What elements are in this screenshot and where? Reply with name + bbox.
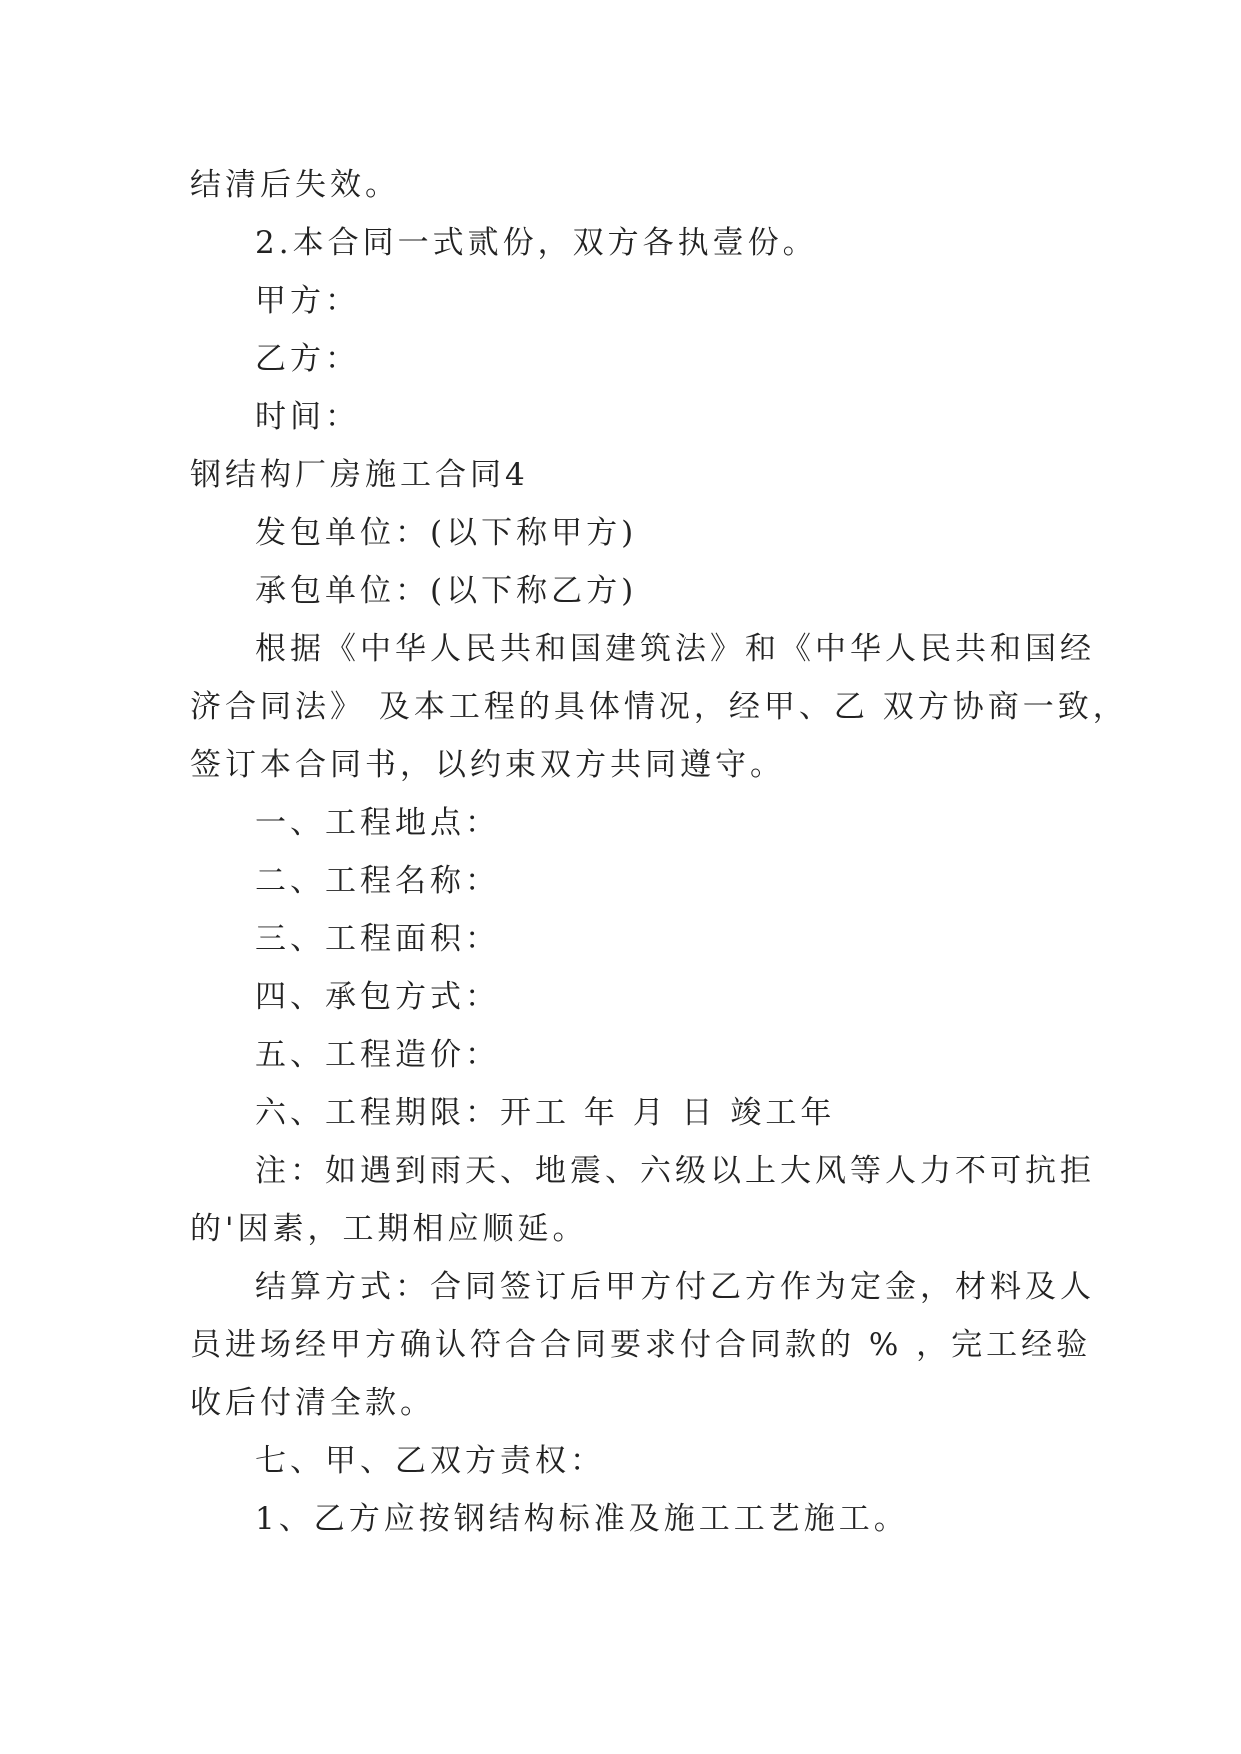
text-line: 1、乙方应按钢结构标准及施工工艺施工。 bbox=[255, 1501, 909, 1537]
text-line: 根据《中华人民共和国建筑法》和《中华人民共和国经 bbox=[255, 631, 1095, 667]
text-line: 一、工程地点： bbox=[255, 805, 500, 841]
text-line: 七、甲、乙双方责权： bbox=[255, 1443, 605, 1479]
text-line: 的'因素，工期相应顺延。 bbox=[190, 1211, 588, 1247]
text-line: 三、工程面积： bbox=[255, 921, 500, 957]
text-line: 承包单位：(以下称乙方) bbox=[255, 573, 638, 609]
text-line: 时间： bbox=[255, 399, 360, 435]
text-line: 四、承包方式： bbox=[255, 979, 500, 1015]
text-line: 乙方： bbox=[255, 341, 360, 377]
text-line: 签订本合同书，以约束双方共同遵守。 bbox=[190, 747, 785, 783]
text-line: 结算方式：合同签订后甲方付乙方作为定金，材料及人 bbox=[255, 1269, 1095, 1305]
text-line: 发包单位：(以下称甲方) bbox=[255, 515, 638, 551]
text-line: 注：如遇到雨天、地震、六级以上大风等人力不可抗拒 bbox=[255, 1153, 1095, 1189]
text-line: 2.本合同一式贰份，双方各执壹份。 bbox=[255, 225, 818, 261]
text-line: 六、工程期限：开工 年 月 日 竣工年 bbox=[255, 1095, 836, 1131]
text-line: 二、工程名称： bbox=[255, 863, 500, 899]
section-title: 钢结构厂房施工合同4 bbox=[190, 457, 529, 493]
text-line: 收后付清全款。 bbox=[190, 1385, 435, 1421]
text-line: 济合同法》 及本工程的具体情况，经甲、乙 双方协商一致， bbox=[190, 689, 1128, 725]
text-line: 甲方： bbox=[255, 283, 360, 319]
text-line: 员进场经甲方确认符合合同要求付合同款的 % ，完工经验 bbox=[190, 1327, 1092, 1363]
text-line: 五、工程造价： bbox=[255, 1037, 500, 1073]
text-line: 结清后失效。 bbox=[190, 167, 400, 203]
